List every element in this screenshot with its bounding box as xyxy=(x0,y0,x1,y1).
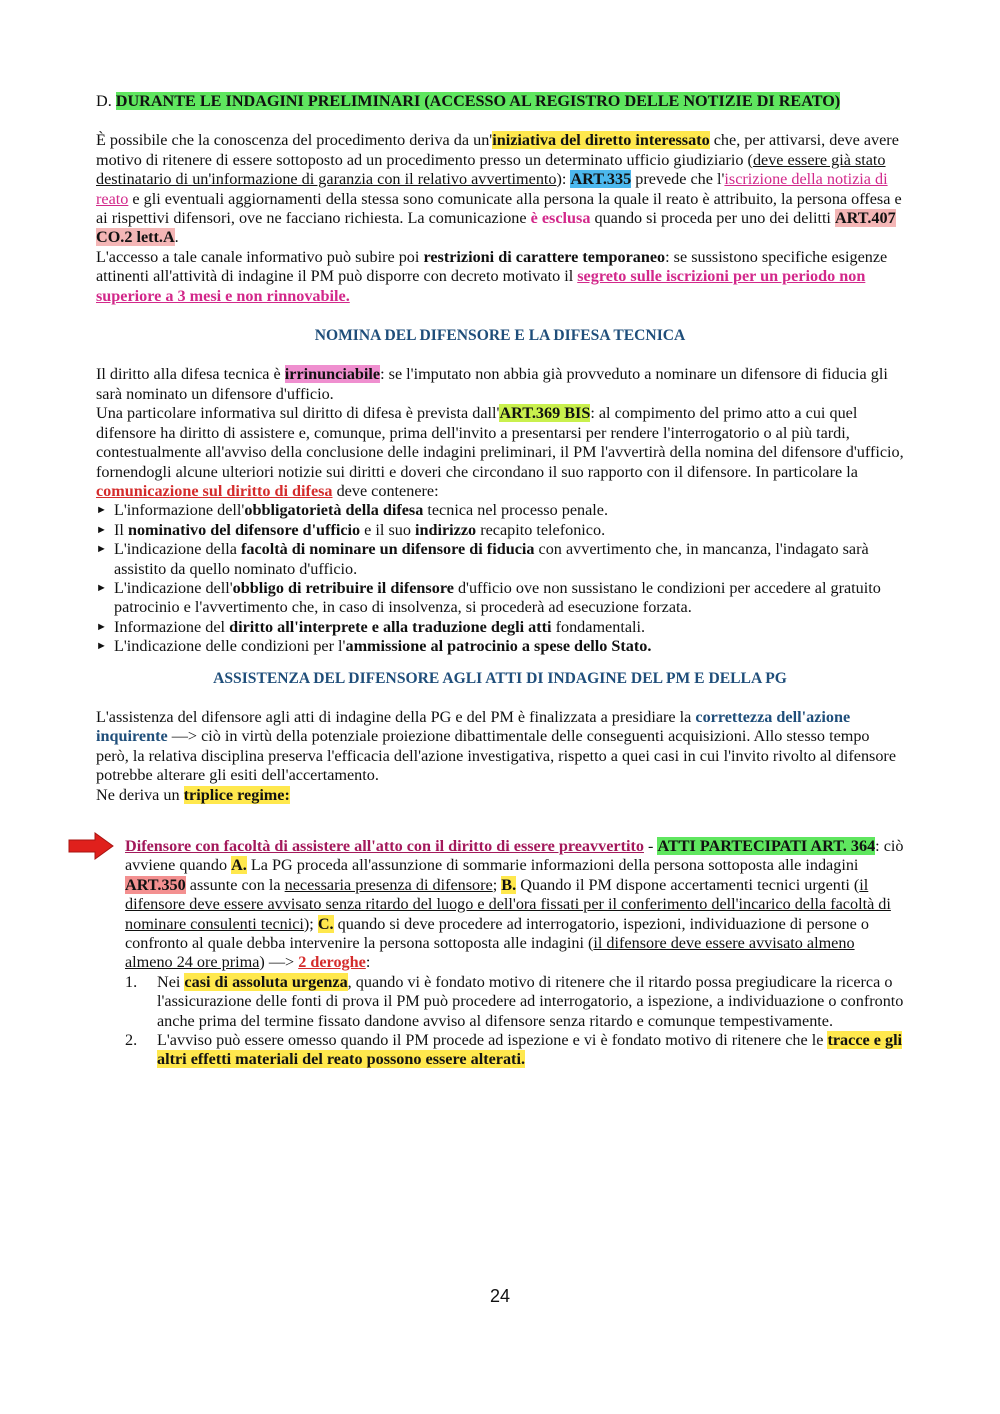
list-item: ► L'informazione dell'obbligatorietà della difesa tecnica nel processo penale. xyxy=(96,501,609,520)
list-item: ► L'indicazione della facoltà di nominare un difensore di fiducia con avvertimento che, in mancanza, l'indagato sarà assistito da quello nominato d'ufficio. xyxy=(96,540,869,578)
heading-nomina: NOMINA DEL DIFENSORE E LA DIFESA TECNICA xyxy=(314,327,686,345)
document-page xyxy=(96,92,904,1070)
list-item: ► L'indicazione dell'obbligo di retribuire il difensore d'ufficio ove non sussistano le condizioni per accedere al gratuito patrocinio e l'avvertimento che, in caso di insolvenza, si procederà ad esecuzione forzata. xyxy=(96,578,881,617)
triangle-bullet-icon: ► xyxy=(96,543,107,556)
heading-assistenza: ASSISTENZA DEL DIFENSORE AGLI ATTI DI INDAGINE DEL PM E DELLA PG xyxy=(213,669,787,687)
section-d-paragraph-1: È possibile che la conoscenza del procedimento deriva da un'iniziativa del diretto interessato che, per attivarsi, deve avere motivo di ritenere di essere sottoposto ad un procedimento presso un determinato ufficio giudiziario (deve essere già stato destinatario di un'informazione di garanzia con il relativo avvertimento): ART.335 prevede che l'iscrizione della notizia di reato e gli eventuali aggiornamenti della stessa sono comunicate alla persona la quale il reato è attribuito, la persona offesa e ai rispettivi difensori, ove ne facciano richiesta. La comunicazione è esclusa quando si proceda per uno dei delitti ART.407 CO.2 lett.A. xyxy=(96,131,902,247)
list-item: ► Il nominativo del difensore d'ufficio e il suo indirizzo recapito telefonico. xyxy=(96,520,606,539)
nomina-paragraph-1: Il diritto alla difesa tecnica è irrinunciabile: se l'imputato non abbia già provveduto a nominare un difensore di fiducia gli sarà nominato un difensore d'ufficio. xyxy=(96,365,888,403)
regime-paragraph: Difensore con facoltà di assistere all'atto con il diritto di essere preavvertito - ATTI PARTECIPATI ART. 364: ciò avviene quando A. La PG proceda all'assunzione di sommarie informazioni della persona sottoposta alle indagini ART.350 assunte con la necessaria presenza di difensore; B. Quando il PM dispone accertamenti tecnici urgenti (il difensore deve essere avvisato senza ritardo del luogo e dell'ora fissati per il conferimento dell'incarico della facoltà di nominare consulenti tecnici); C. quando si deve procedere ad interrogatorio, ispezioni, individuazione di persone o confronto al quale debba intervenire la persona sottoposta alle indagini (il difensore deve essere avvisato almeno almeno 24 ore prima) —> 2 deroghe: xyxy=(125,837,904,972)
triangle-bullet-icon: ► xyxy=(96,640,107,653)
section-d-paragraph-2: L'accesso a tale canale informativo può subire poi restrizioni di carattere temporaneo: se sussistono specifiche esigenze attinenti all'attività di indagine il PM può disporre con decreto motivato il segreto sulle iscrizioni per un periodo non superiore a 3 mesi e non rinnovabile. xyxy=(96,247,888,305)
assistenza-paragraph-1: L'assistenza del difensore agli atti di indagine della PG e del PM è finalizzata a presidiare la correttezza dell'azione inquirente —> ciò in virtù della potenziale proiezione dibattimentale delle conseguenti acquisizioni. Allo stesso tempo però, la relativa disciplina preserva l'efficacia dell'azione investigativa, rispetto a quei casi in cui l'invito rivolto al difensore potrebbe alterare gli esiti dell'accertamento. xyxy=(96,707,897,785)
triangle-bullet-icon: ► xyxy=(96,504,107,517)
list-item: ► Informazione del diritto all'interprete e alla traduzione degli atti fondamentali. xyxy=(96,617,646,636)
list-item: 1. Nei casi di assoluta urgenza, quando vi è fondato motivo di ritenere che il ritardo possa pregiudicare la ricerca o l'assicurazione delle fonti di prova il PM può procedere ad interrogatorio, a ispezione, a individuazione o confronto anche prima del termine fissato dandone avviso al difensore senza ritardo e comunque tempestivamente. xyxy=(125,972,904,1030)
nomina-bullet-list xyxy=(96,501,904,656)
page-number: 24 xyxy=(489,1286,511,1306)
triangle-bullet-icon: ► xyxy=(96,523,107,536)
triangle-bullet-icon: ► xyxy=(96,620,107,633)
triangle-bullet-icon: ► xyxy=(96,581,107,594)
nomina-paragraph-2: Una particolare informativa sul diritto di difesa è prevista dall'ART.369 BIS: al compimento del primo atto a cui quel difensore ha diritto di assistere e, comunque, prima dell'invito a presentarsi per rendere l'interrogatorio o al più tardi, contestualmente all'avviso della conclusione delle indagini preliminari, il PM l'avvertirà della nomina del difensore d'ufficio, fornendogli alcune ulteriori notizie sui diritti e doveri che circondano il suo rapporto con il difensore. In particolare la comunicazione sul diritto di difesa deve contenere: xyxy=(96,404,904,500)
section-d-title: D. DURANTE LE INDAGINI PRELIMINARI (ACCESSO AL REGISTRO DELLE NOTIZIE DI REATO) xyxy=(96,92,841,110)
list-item: ► L'indicazione delle condizioni per l'ammissione al patrocinio a spese dello Stato. xyxy=(96,637,652,656)
deroghe-list xyxy=(125,973,904,1070)
assistenza-paragraph-2: Ne deriva un triplice regime: xyxy=(96,785,290,804)
list-item: 2. L'avviso può essere omesso quando il PM procede ad ispezione e vi è fondato motivo di ritenere che le tracce e gli altri effetti materiali del reato possono essere alterati. xyxy=(125,1031,903,1069)
red-right-arrow-icon xyxy=(67,831,115,861)
regime-block xyxy=(125,837,904,1070)
